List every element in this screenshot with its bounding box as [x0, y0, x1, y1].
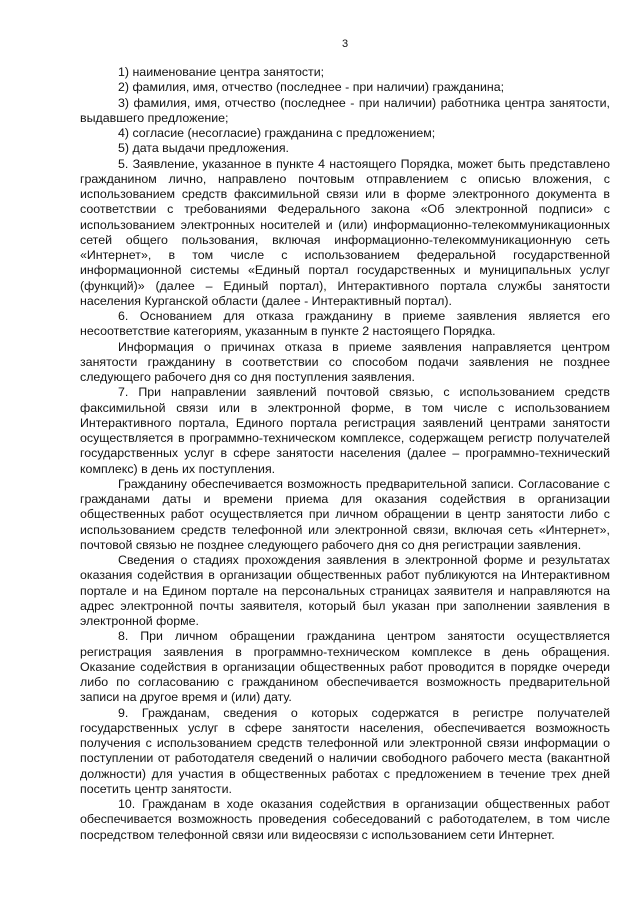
paragraph-item-2: 2) фамилия, имя, отчество (последнее - при наличии) гражданина; [118, 80, 505, 95]
paragraph-item-3: 3) фамилия, имя, отчество (последнее - при наличии) работника центра занятости, выдавшего предложение; [80, 95, 610, 125]
paragraph-item-5: 5) дата выдачи предложения. [118, 141, 289, 156]
paragraph-pre-registration: Гражданину обеспечивается возможность предварительной записи. Согласование с гражданами даты и времени приема для оказания содействия в организации общественных работ осуществляется при личном обращении в центр занятости либо с использованием средств телефонной или электронной связи, включая сеть «Интернет», почтовой связью не позднее следующего рабочего дня со дня регистрации заявления. [80, 476, 610, 552]
page-number: 3 [341, 38, 349, 50]
paragraph-refusal-info: Информация о причинах отказа в приеме заявления направляется центром занятости гражданину в соответствии со способом подачи заявления не позднее следующего рабочего дня со дня поступления заявления. [80, 339, 610, 384]
paragraph-clause-6: 6. Основанием для отказа гражданину в приеме заявления является его несоответствие категориям, указанным в пункте 2 настоящего Порядка. [80, 309, 610, 339]
paragraph-item-4: 4) согласие (несогласие) гражданина с предложением; [118, 126, 436, 140]
paragraph-clause-7: 7. При направлении заявлений почтовой связью, с использованием средств факсимильной связи или в электронной форме, в том числе с использованием Интерактивного портала, Единого портала регистрация заявлений центрами занятости осуществляется в программно-техническом комплексе, содержащем регистр получателей государственных услуг в сфере занятости населения (далее – программно-технический комплекс) в день их поступления. [80, 385, 610, 476]
paragraph-clause-9: 9. Гражданам, сведения о которых содержатся в регистре получателей государственных услуг в сфере занятости населения, обеспечивается возможность получения с использованием средств телефонной или электронной связи информации о поступлении от работодателя сведений о наличии свободного рабочего места (вакантной должности) для участия в общественных работах с предложением в течение трех дней посетить центр занятости. [80, 705, 610, 796]
paragraph-clause-8: 8. При личном обращении гражданина центром занятости осуществляется регистрация заявления в программно-техническом комплексе в день обращения. Оказание содействия в организации общественных работ проводится в порядке очереди либо по согласованию с гражданином обеспечивается возможность предварительной записи на другое время и (или) дату. [80, 629, 610, 705]
paragraph-clause-5: 5. Заявление, указанное в пункте 4 настоящего Порядка, может быть представлено гражданином лично, направлено почтовым отправлением с описью вложения, с использованием средств факсимильной связи или в форме электронного документа в соответствии с требованиями Федерального закона «Об электронной подписи» с использованием электронных носителей и (или) информационно-телекоммуникационных сетей общего пользования, включая информационно-телекоммуникационную сеть «Интернет», в том числе с использованием федеральной государственной информационной системы «Единый портал государственных и муниципальных услуг (функций)» (далее – Единый портал), Интерактивного портала службы занятости населения Курганской области (далее - Интерактивный портал). [80, 156, 610, 308]
document-body [80, 65, 610, 843]
paragraph-clause-10: 10. Гражданам в ходе оказания содействия в организации общественных работ обеспечивается возможность проведения собеседований с работодателем, в том числе посредством телефонной связи или видеосвязи с использованием сети Интернет. [80, 797, 610, 842]
paragraph-status-info: Сведения о стадиях прохождения заявления в электронной форме и результатах оказания содействия в организации общественных работ публикуются на Интерактивном портале и на Едином портале на персональных страницах заявителя и направляются на адрес электронной почты заявителя, который был указан при заполнении заявления в электронной форме. [80, 553, 610, 628]
paragraph-item-1: 1) наименование центра занятости; [118, 65, 325, 79]
